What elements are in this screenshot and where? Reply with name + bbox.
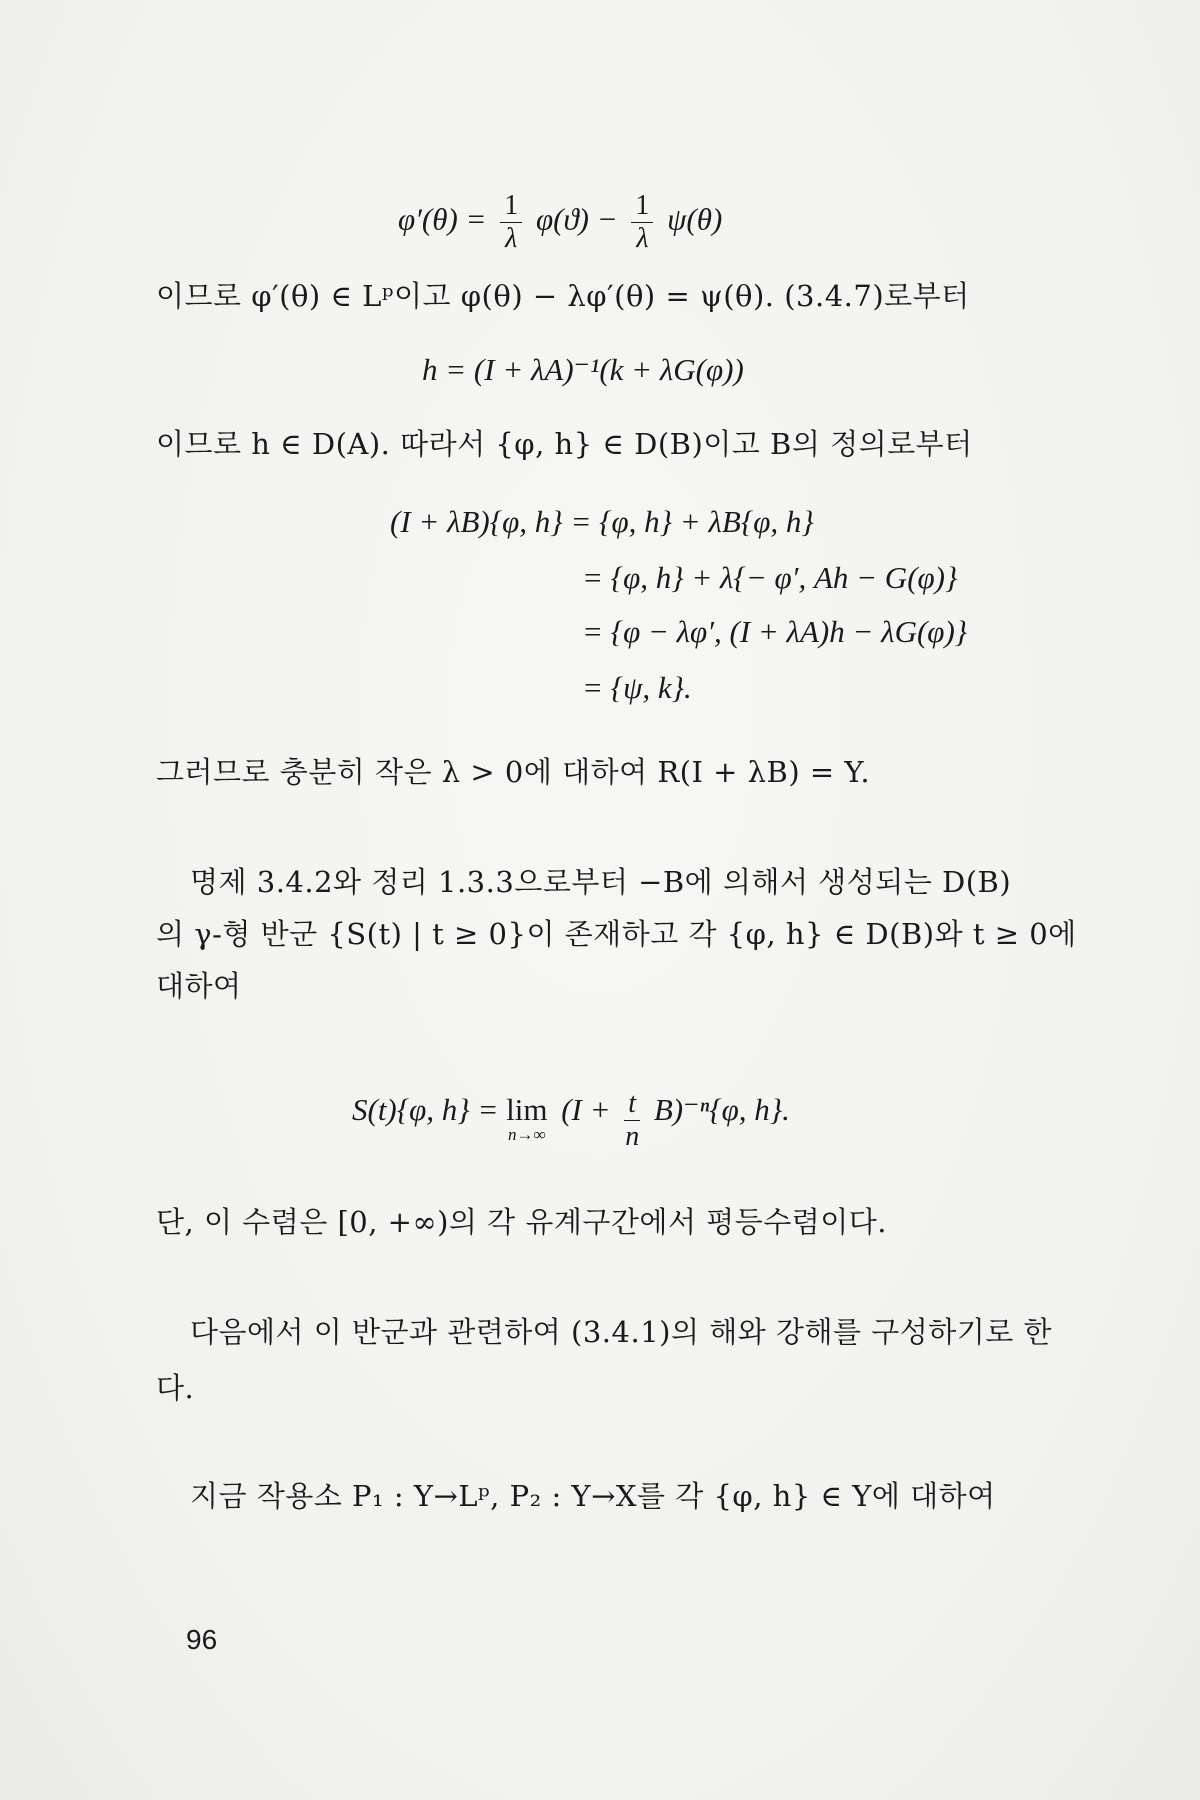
- limit-subscript: n→∞: [507, 1125, 546, 1144]
- fraction-denominator: λ: [505, 223, 518, 254]
- resolvent-line-2: = {φ, h} + λ{− φ′, Ah − G(φ)}: [582, 560, 958, 595]
- fraction-numerator: 1: [631, 192, 653, 223]
- text-line-5: 의 γ-형 반군 {S(t) | t ≥ 0}이 존재하고 각 {φ, h} ∈ D(B)와 t ≥ 0에: [156, 917, 1077, 951]
- equation-lhs: φ′(θ) =: [398, 201, 487, 237]
- equation-end: ψ(θ): [667, 201, 723, 237]
- text-line-4: 명제 3.4.2와 정리 1.3.3으로부터 −B에 의해서 생성되는 D(B): [190, 865, 1012, 899]
- fraction-denominator: λ: [636, 223, 649, 254]
- limit-operator: [506, 1090, 547, 1143]
- fraction-one-over-lambda: [500, 192, 522, 253]
- text-line-1: 이므로 φ′(θ) ∈ Lᵖ이고 φ(θ) − λφ′(θ) = ψ(θ). (3.4.7)로부터: [156, 279, 970, 313]
- resolvent-line-1: (I + λB){φ, h} = {φ, h} + λB{φ, h}: [390, 504, 814, 539]
- fraction-t-over-n: [624, 1090, 640, 1151]
- text-line-6: 대하여: [156, 969, 242, 1003]
- fraction-numerator: 1: [500, 192, 522, 223]
- text-line-10: 지금 작용소 P₁ : Y→Lᵖ, P₂ : Y→X를 각 {φ, h} ∈ Y에 대하여: [190, 1479, 996, 1513]
- resolvent-line-3: = {φ − λφ′, (I + λA)h − λG(φ)}: [582, 614, 968, 649]
- equation-phi-prime: [398, 192, 722, 253]
- fraction-one-over-lambda-2: [631, 192, 653, 253]
- text-line-3: 그러므로 충분히 작은 λ > 0에 대하여 R(I + λB) = Y.: [156, 755, 871, 789]
- equation-middle: φ(ϑ) −: [535, 201, 618, 237]
- text-line-9: 다.: [156, 1371, 195, 1405]
- semigroup-lhs: S(t){φ, h} =: [352, 1092, 499, 1127]
- fraction-denominator: n: [625, 1121, 640, 1152]
- fraction-numerator: t: [624, 1090, 640, 1121]
- page-number: 96: [186, 1624, 218, 1655]
- equation-h-definition: h = (I + λA)⁻¹(k + λG(φ)): [422, 352, 744, 387]
- text-line-7: 단, 이 수렴은 [0, +∞)의 각 유계구간에서 평등수렴이다.: [156, 1205, 887, 1239]
- equation-semigroup-limit: [352, 1090, 790, 1151]
- resolvent-line-4: = {ψ, k}.: [582, 670, 692, 705]
- text-line-2: 이므로 h ∈ D(A). 따라서 {φ, h} ∈ D(B)이고 B의 정의로부터: [156, 427, 973, 461]
- limit-label: lim: [506, 1092, 548, 1127]
- semigroup-paren-open: (I +: [561, 1092, 611, 1127]
- text-line-8: 다음에서 이 반군과 관련하여 (3.4.1)의 해와 강해를 구성하기로 한: [190, 1315, 1052, 1349]
- semigroup-tail: B)⁻ⁿ{φ, h}.: [653, 1092, 790, 1127]
